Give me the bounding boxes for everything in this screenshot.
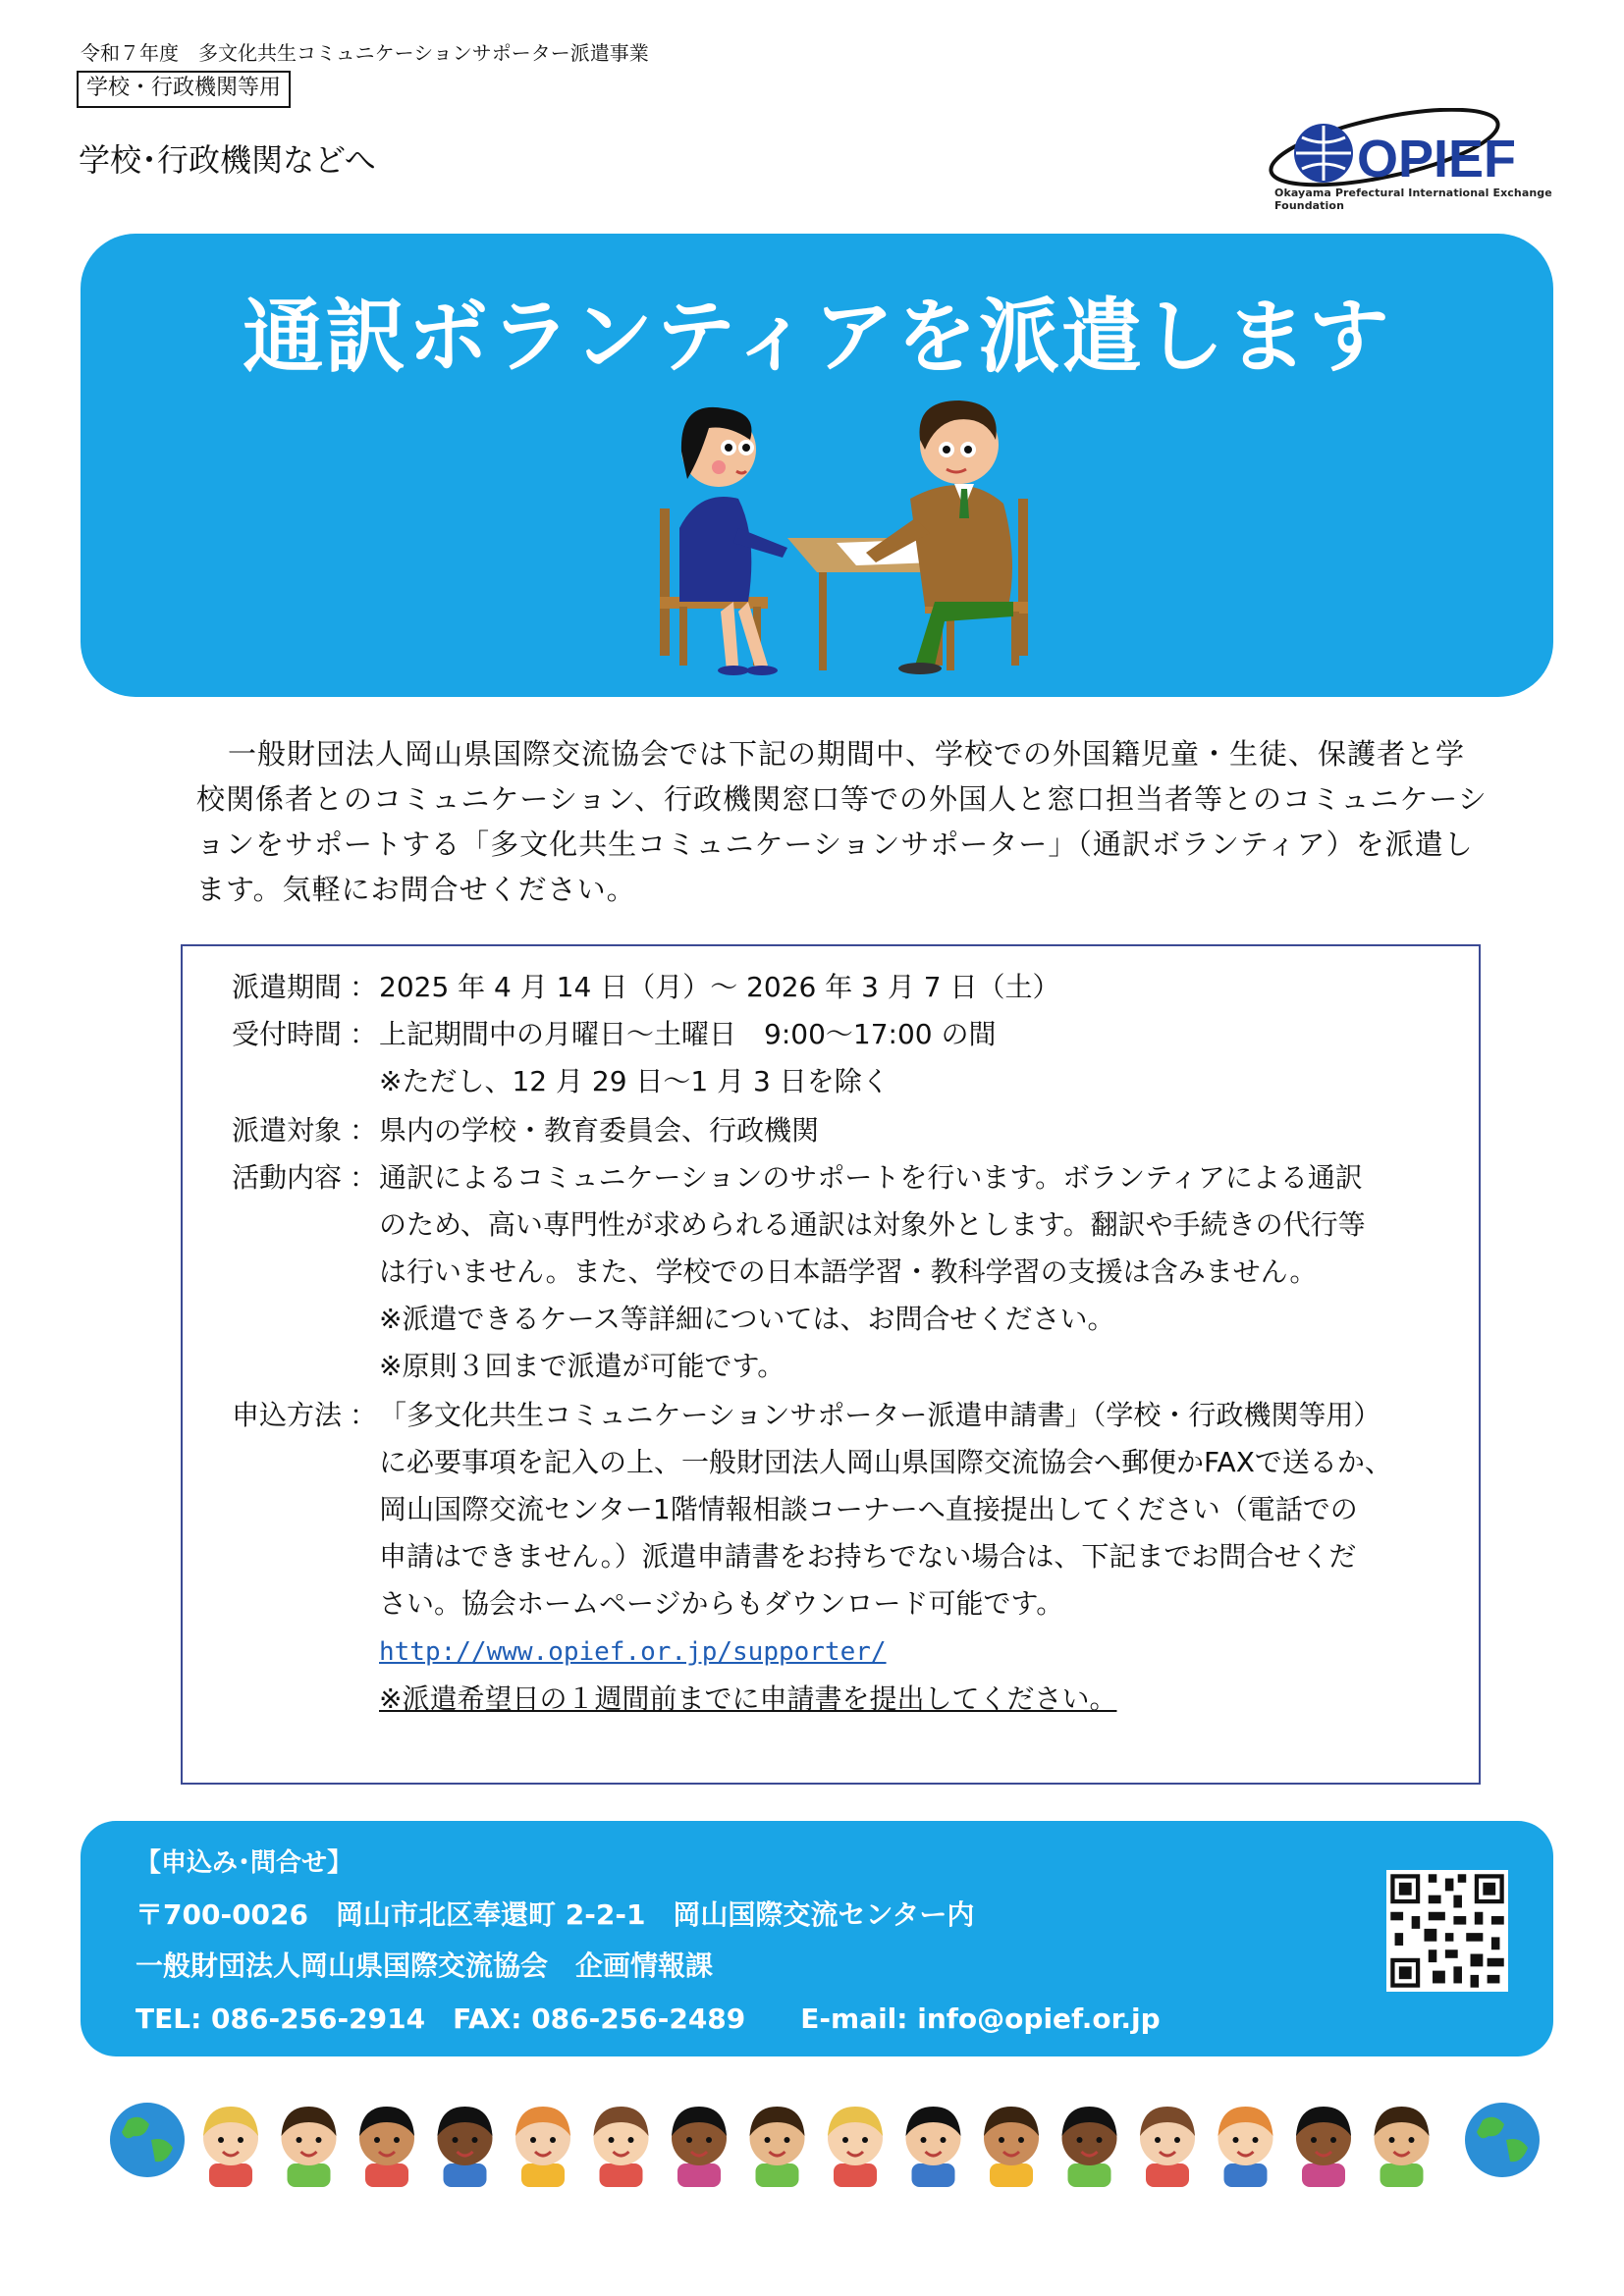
logo-text: OPIEF bbox=[1357, 130, 1517, 188]
globe-icon bbox=[110, 2103, 185, 2177]
contact-organization: 一般財団法人岡山県国際交流協会 企画情報課 bbox=[135, 1949, 714, 1982]
qr-code-icon[interactable] bbox=[1386, 1870, 1508, 1992]
activity-line: は行いません。また、学校での日本語学習・教科学習の支援は含みません。 bbox=[379, 1255, 1318, 1288]
child-face-icon bbox=[672, 2107, 727, 2187]
audience-tag: 学校・行政機関等用 bbox=[77, 71, 291, 108]
child-face-icon bbox=[750, 2107, 805, 2187]
target-label: 派遣対象 bbox=[232, 1114, 343, 1147]
contact-heading: 【申込み･問合せ】 bbox=[135, 1848, 353, 1878]
child-face-icon bbox=[1296, 2107, 1351, 2187]
child-face-icon bbox=[1375, 2107, 1430, 2187]
period-label: 派遣期間 bbox=[232, 971, 343, 1003]
interpreter-meeting-illustration bbox=[640, 371, 1053, 685]
apply-line: に必要事項を記入の上、一般財団法人岡山県国際交流協会へ郵便かFAXで送るか、 bbox=[379, 1446, 1392, 1478]
period-value: 2025 年 4 月 14 日（月）～ 2026 年 3 月 7 日（土） bbox=[379, 971, 1060, 1003]
contact-address: 〒700-0026 岡山市北区奉還町 2-2-1 岡山国際交流センター内 bbox=[135, 1898, 975, 1931]
target-value: 県内の学校・教育委員会、行政機関 bbox=[379, 1114, 820, 1147]
child-face-icon bbox=[515, 2107, 570, 2187]
child-face-icon bbox=[438, 2107, 493, 2187]
apply-line: さい。協会ホームページからもダウンロード可能です。 bbox=[379, 1587, 1064, 1620]
children-illustration-row bbox=[108, 2091, 1542, 2189]
apply-line: 申請はできません。）派遣申請書をお持ちでない場合は、下記までお問合せくだ bbox=[379, 1540, 1357, 1573]
apply-line: 「多文化共生コミュニケーションサポーター派遣申請書」（学校・行政機関等用） bbox=[379, 1399, 1381, 1431]
contact-phone-fax-email: TEL: 086-256-2914 FAX: 086-256-2489 E-mail: info@opief.or.jp bbox=[135, 2002, 1161, 2035]
activity-label: 活動内容 bbox=[232, 1161, 343, 1194]
activity-note: ※原則３回まで派遣が可能です。 bbox=[379, 1350, 785, 1382]
supporter-page-link[interactable]: http://www.opief.or.jp/supporter/ bbox=[379, 1637, 887, 1667]
intro-paragraph: 一般財団法人岡山県国際交流協会では下記の期間中、学校での外国籍児童・生徒、保護者と学校関係者とのコミュニケーション、行政機関窓口等での外国人と窓口担当者等とのコミュニケーションをサポートする「多文化共生コミュニケーションサポーター」（通訳ボランティア）を派遣します。気軽にお問合せください。 bbox=[196, 737, 1488, 906]
title-banner bbox=[81, 234, 1553, 697]
child-face-icon bbox=[1062, 2107, 1117, 2187]
details-box: 派遣期間 ： 2025 年 4 月 14 日（月）～ 2026 年 3 月 7 日（土） 受付時間 ： 上記期間中の月曜日～土曜日 9:00～17:00 の間 ※ただし、12 月 29 日～1 月 3 日を除く 派遣対象 ： 県内の学校・教育委員会、行政機関 活動内容 ： 通訳によるコミュニケーションのサポートを行います。ボランティアによる通訳 のため、高い専門性が求められる通訳は対象外とします。翻訳や手続きの代行等 は行いません。また、学校での日本語学習・教科学習の支援は含みません。 ※派遣できるケース等詳細については、お問合せください。 ※原則３回まで派遣が可能です。 申込方法 ： 「多文化共生コミュニケーションサポーター派遣申請書」（学校・行政機関等用） に必要事項を記入の上、一般財団法人岡山県国際交流協会へ郵便かFAXで送るか、 岡山国際交流センター1階情報相談コーナーへ直接提出してください（電話での 申請はできません。）派遣申請書をお持ちでない場合は、下記までお問合せくだ さい。協会ホームページからもダウンロード可能です。 http://www.opief.or.jp/supporter/ ※派遣希望日の１週間前までに申請書を提出してください。 bbox=[181, 944, 1481, 1785]
child-face-icon bbox=[906, 2107, 961, 2187]
logo-subtitle: Okayama Prefectural International Exchange Foundation bbox=[1274, 187, 1552, 212]
apply-line: 岡山国際交流センター1階情報相談コーナーへ直接提出してください（電話での bbox=[379, 1493, 1358, 1525]
child-face-icon bbox=[1218, 2107, 1273, 2187]
child-face-icon bbox=[359, 2107, 414, 2187]
globe-icon bbox=[1465, 2103, 1540, 2177]
child-face-icon bbox=[203, 2107, 258, 2187]
child-face-icon bbox=[594, 2107, 649, 2187]
activity-line: のため、高い専門性が求められる通訳は対象外とします。翻訳や手続きの代行等 bbox=[379, 1208, 1366, 1241]
child-face-icon bbox=[282, 2107, 337, 2187]
contact-panel bbox=[81, 1821, 1553, 2056]
program-title: 令和７年度 多文化共生コミュニケーションサポーター派遣事業 bbox=[81, 41, 649, 65]
child-face-icon bbox=[828, 2107, 883, 2187]
activity-note: ※派遣できるケース等詳細については、お問合せください。 bbox=[379, 1303, 1115, 1335]
activity-line: 通訳によるコミュニケーションのサポートを行います。ボランティアによる通訳 bbox=[379, 1161, 1363, 1194]
child-face-icon bbox=[984, 2107, 1039, 2187]
child-face-icon bbox=[1140, 2107, 1195, 2187]
hours-note: ※ただし、12 月 29 日～1 月 3 日を除く bbox=[379, 1065, 890, 1097]
apply-label: 申込方法 bbox=[232, 1399, 343, 1431]
hours-value: 上記期間中の月曜日～土曜日 9:00～17:00 の間 bbox=[379, 1018, 997, 1050]
hours-label: 受付時間 bbox=[232, 1018, 343, 1050]
banner-title: 通訳ボランティアを派遣します bbox=[243, 291, 1391, 384]
deadline-note: ※派遣希望日の１週間前までに申請書を提出してください。 bbox=[379, 1682, 1117, 1715]
audience-heading: 学校･行政機関などへ bbox=[79, 141, 376, 179]
